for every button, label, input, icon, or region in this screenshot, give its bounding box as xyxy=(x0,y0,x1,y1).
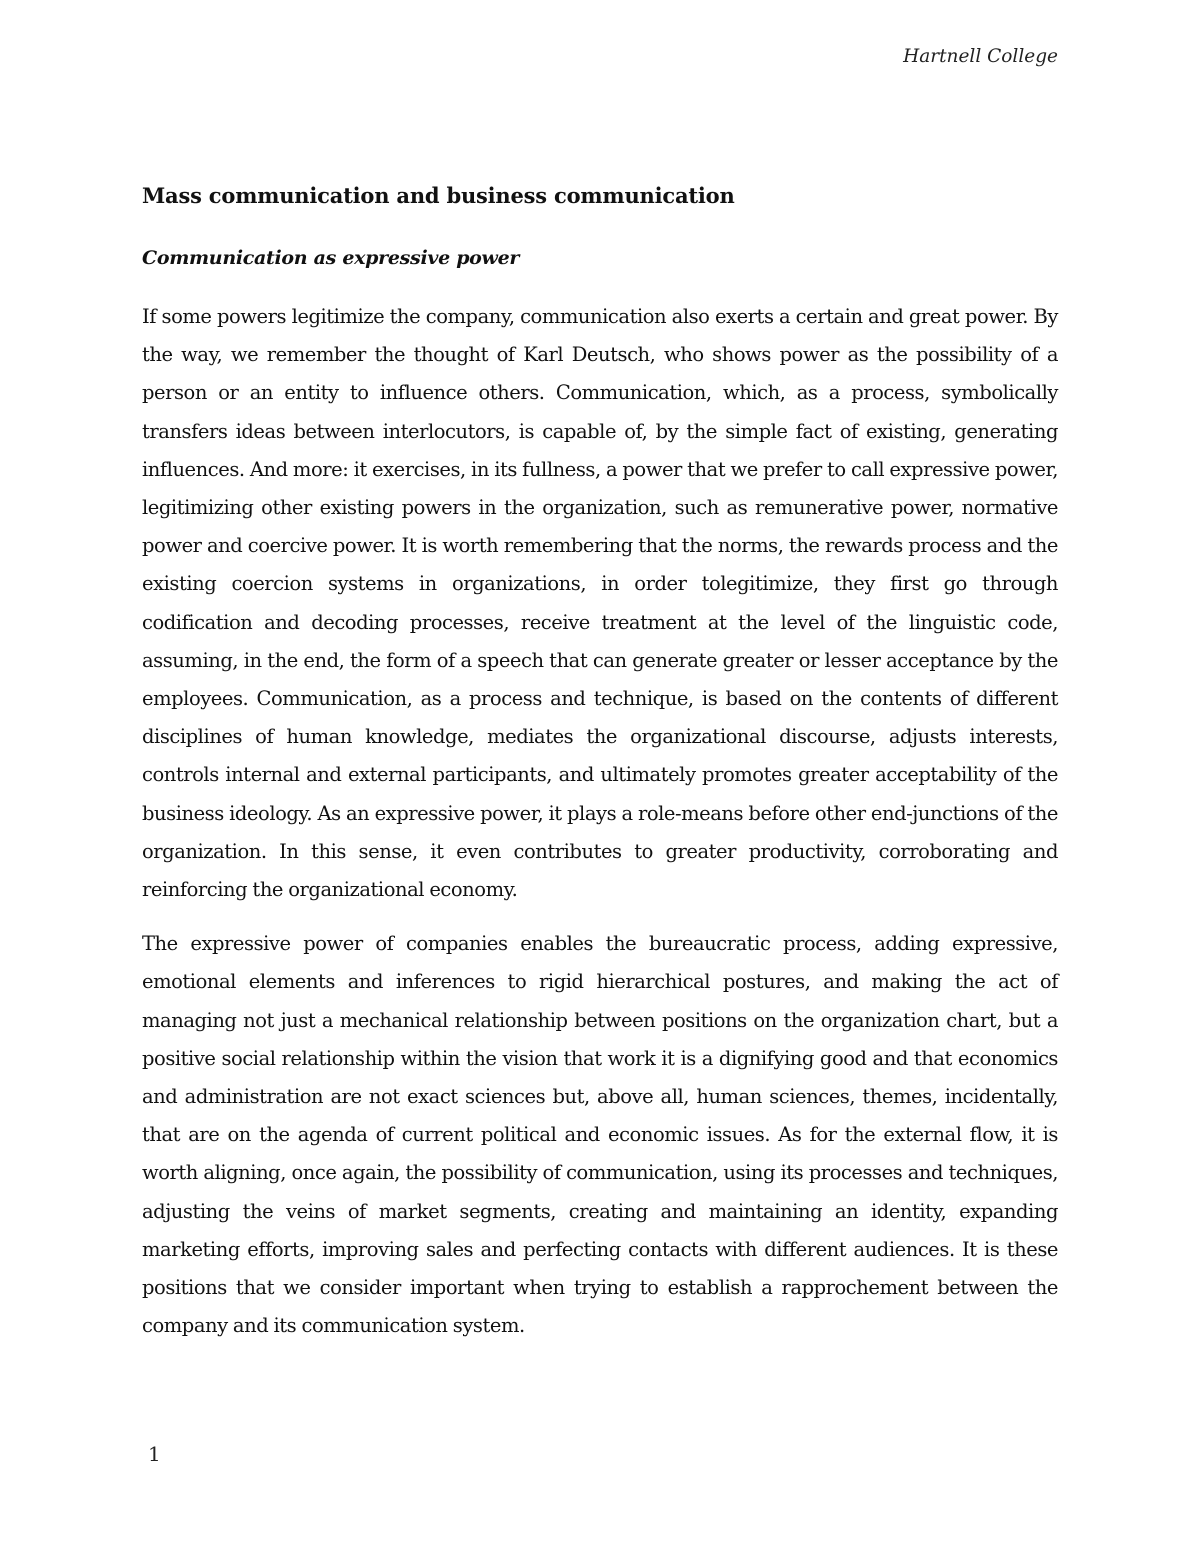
section-subtitle: Communication as expressive power xyxy=(142,247,520,269)
page-number: 1 xyxy=(148,1442,161,1466)
header-institution: Hartnell College xyxy=(903,46,1058,67)
paragraph-1: If some powers legitimize the company, communication also exerts a certain and great power. By the way, we remember the thought of Karl Deutsch, who shows power as the possibility of a person or an entity to influence others. Communication, which, as a process, symbolically transfers ideas between interlocutors, is capable of, by the simple fact of existing, generating influences. And more: it exercises, in its fullness, a power that we prefer to call expressive power, legitimizing other existing powers in the organization, such as remunerative power, normative power and coercive power. It is worth remembering that the norms, the rewards process and the existing coercion systems in organizations, in order tolegitimize, they first go through codification and decoding processes, receive treatment at the level of the linguistic code, assuming, in the end, the form of a speech that can generate greater or lesser acceptance by the employees. Communication, as a process and technique, is based on the contents of different disciplines of human knowledge, mediates the organizational discourse, adjusts interests, controls internal and external participants, and ultimately promotes greater acceptability of the business ideology. As an expressive power, it plays a role-means before other end-junctions of the organization. In this sense, it even contributes to greater productivity, corroborating and reinforcing the organizational economy. xyxy=(142,305,1058,902)
document-body xyxy=(142,176,1058,1345)
paragraph-2: The expressive power of companies enables the bureaucratic process, adding expressive, emotional elements and inferences to rigid hierarchical postures, and making the act of managing not just a mechanical relationship between positions on the organization chart, but a positive social relationship within the vision that work it is a dignifying good and that economics and administration are not exact sciences but, above all, human sciences, themes, incidentally, that are on the agenda of current political and economic issues. As for the external flow, it is worth aligning, once again, the possibility of communication, using its processes and techniques, adjusting the veins of market segments, creating and maintaining an identity, expanding marketing efforts, improving sales and perfecting contacts with different audiences. It is these positions that we consider important when trying to establish a rapprochement between the company and its communication system. xyxy=(142,932,1058,1338)
document-title: Mass communication and business communication xyxy=(142,183,735,208)
